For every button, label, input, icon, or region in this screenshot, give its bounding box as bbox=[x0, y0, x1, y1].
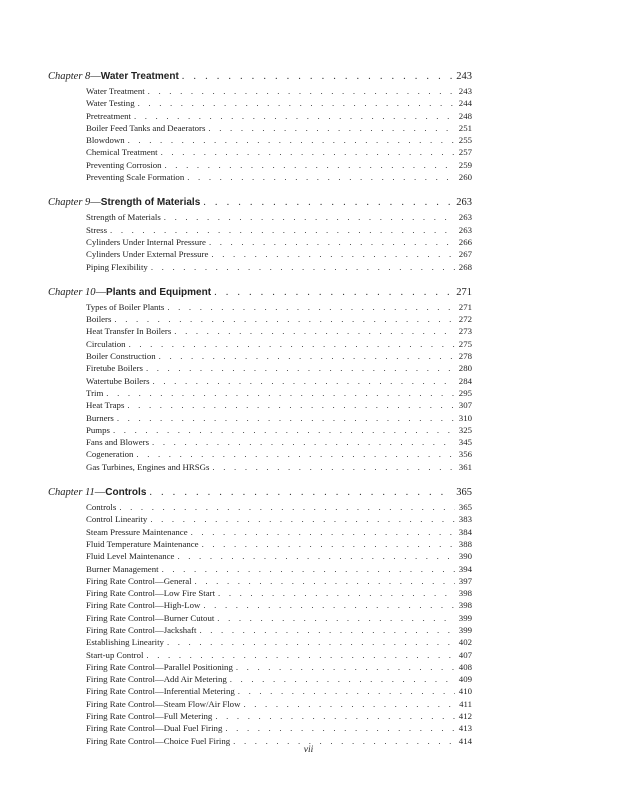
chapter-heading[interactable] bbox=[48, 286, 472, 300]
dot-leader bbox=[148, 85, 455, 97]
dot-leader bbox=[211, 248, 455, 260]
dot-leader bbox=[159, 350, 455, 362]
toc-entry[interactable] bbox=[48, 526, 472, 538]
toc-entry-title: Preventing Scale Formation bbox=[86, 172, 185, 183]
toc-entry-page-number: 361 bbox=[458, 461, 472, 472]
toc-entry-page-number: 356 bbox=[458, 449, 472, 460]
toc-entry-title: Firing Rate Control—High-Low bbox=[86, 600, 201, 611]
toc-entry-page-number: 295 bbox=[458, 387, 472, 398]
toc-entry-page-number: 345 bbox=[458, 437, 472, 448]
toc-entry-title: Boiler Construction bbox=[86, 351, 156, 362]
toc-entry[interactable] bbox=[48, 325, 472, 337]
dot-leader bbox=[165, 159, 456, 171]
toc-entry-title: Firing Rate Control—Add Air Metering bbox=[86, 674, 227, 685]
toc-entry[interactable] bbox=[48, 599, 472, 611]
toc-entry-page-number: 410 bbox=[458, 686, 472, 697]
toc-entry-title: Firing Rate Control—Inferential Metering bbox=[86, 686, 235, 697]
toc-entry-page-number: 412 bbox=[458, 711, 472, 722]
toc-entry-title: Burners bbox=[86, 412, 114, 423]
toc-entry-title: Firing Rate Control—Burner Cutout bbox=[86, 612, 215, 623]
chapter-block bbox=[48, 70, 472, 183]
toc-entry-page-number: 325 bbox=[458, 424, 472, 435]
dot-leader bbox=[218, 587, 455, 599]
toc-entry-page-number: 399 bbox=[458, 624, 472, 635]
chapter-separator: — bbox=[94, 487, 106, 499]
toc-entry-title: Boilers bbox=[86, 314, 112, 325]
toc-entry[interactable] bbox=[48, 399, 472, 411]
chapter-page-number: 263 bbox=[456, 197, 472, 209]
toc-entry-title: Controls bbox=[86, 502, 117, 513]
dot-leader bbox=[182, 70, 453, 84]
toc-entry-title: Boiler Feed Tanks and Deaerators bbox=[86, 122, 206, 133]
toc-entry-title: Watertube Boilers bbox=[86, 375, 150, 386]
toc-entry-page-number: 266 bbox=[458, 236, 472, 247]
toc-entry-title: Firing Rate Control—General bbox=[86, 575, 192, 586]
toc-entry-page-number: 263 bbox=[458, 224, 472, 235]
toc-entry-title: Heat Transfer In Boilers bbox=[86, 326, 172, 337]
chapter-title: Strength of Materials bbox=[100, 197, 201, 209]
dot-leader bbox=[225, 722, 455, 734]
chapter-heading[interactable] bbox=[48, 70, 472, 84]
toc-entry[interactable] bbox=[48, 538, 472, 550]
toc-entry[interactable] bbox=[48, 350, 472, 362]
toc-entry[interactable] bbox=[48, 97, 472, 109]
chapter-number: Chapter 11 bbox=[48, 487, 95, 499]
chapter-heading[interactable] bbox=[48, 486, 472, 500]
dot-leader bbox=[187, 171, 455, 183]
dot-leader bbox=[146, 362, 455, 374]
toc-entry[interactable] bbox=[48, 698, 472, 710]
dot-leader bbox=[114, 313, 455, 325]
toc-entry-page-number: 408 bbox=[458, 661, 472, 672]
toc-entry[interactable] bbox=[48, 550, 472, 562]
toc-entry-page-number: 259 bbox=[458, 159, 472, 170]
dot-leader bbox=[150, 513, 455, 525]
toc-entry[interactable] bbox=[48, 424, 472, 436]
toc-entry[interactable] bbox=[48, 575, 472, 587]
toc-entry-title: Firetube Boilers bbox=[86, 363, 143, 374]
toc-entry-page-number: 398 bbox=[458, 600, 472, 611]
toc-entry[interactable] bbox=[48, 661, 472, 673]
toc-entry-page-number: 278 bbox=[458, 351, 472, 362]
toc-entry-title: Trim bbox=[86, 387, 104, 398]
toc-entry-page-number: 243 bbox=[458, 86, 472, 96]
chapter-separator: — bbox=[90, 71, 101, 82]
toc-entry-title: Heat Traps bbox=[86, 400, 125, 411]
toc-entry[interactable] bbox=[48, 301, 472, 313]
toc-entry[interactable] bbox=[48, 710, 472, 722]
dot-leader bbox=[215, 710, 455, 722]
toc-entry-title: Fluid Level Maintenance bbox=[86, 551, 175, 562]
toc-entry-title: Firing Rate Control—Choice Fuel Firing bbox=[86, 735, 231, 746]
dot-leader bbox=[217, 612, 455, 624]
toc-entry-title: Gas Turbines, Engines and HRSGs bbox=[86, 461, 210, 472]
toc-entry[interactable] bbox=[48, 722, 472, 734]
dot-leader bbox=[167, 636, 455, 648]
toc-entry-title: Firing Rate Control—Full Metering bbox=[86, 711, 213, 722]
toc-entry[interactable] bbox=[48, 338, 472, 350]
dot-leader bbox=[153, 375, 455, 387]
toc-entry[interactable] bbox=[48, 134, 472, 146]
toc-entry-title: Firing Rate Control—Parallel Positioning bbox=[86, 661, 233, 672]
chapter-block bbox=[48, 286, 472, 473]
dot-leader bbox=[230, 673, 455, 685]
toc-entry[interactable] bbox=[48, 685, 472, 697]
toc-entry-title: Firing Rate Control—Jackshaft bbox=[86, 624, 197, 635]
toc-entry-page-number: 365 bbox=[458, 502, 472, 513]
dot-leader bbox=[212, 461, 455, 473]
toc-entry[interactable] bbox=[48, 563, 472, 575]
toc-entry-title: Steam Pressure Maintenance bbox=[86, 526, 188, 537]
toc-entry-title: Blowdown bbox=[86, 135, 125, 146]
toc-entry-title: Types of Boiler Plants bbox=[86, 301, 165, 312]
toc-entry-page-number: 244 bbox=[458, 98, 472, 109]
toc-entry[interactable] bbox=[48, 146, 472, 158]
dot-leader bbox=[151, 261, 455, 273]
dot-leader bbox=[138, 97, 455, 109]
toc-entry[interactable] bbox=[48, 448, 472, 460]
toc-entry[interactable] bbox=[48, 85, 472, 97]
toc-entry-page-number: 275 bbox=[458, 338, 472, 349]
dot-leader bbox=[119, 501, 455, 513]
chapter-title: Water Treatment bbox=[100, 71, 179, 82]
toc-entry-page-number: 402 bbox=[458, 637, 472, 648]
toc-entry-title: Burner Management bbox=[86, 563, 159, 574]
toc-entry-title: Control Linearity bbox=[86, 514, 148, 525]
toc-entry-title: Establishing Linearity bbox=[86, 637, 164, 648]
dot-leader bbox=[177, 550, 455, 562]
dot-leader bbox=[203, 599, 455, 611]
toc-entry[interactable] bbox=[48, 624, 472, 636]
dot-leader bbox=[136, 448, 455, 460]
toc-entry-page-number: 388 bbox=[458, 538, 472, 549]
dot-leader bbox=[202, 538, 455, 550]
toc-entry-title: Cylinders Under Internal Pressure bbox=[86, 236, 206, 247]
dot-leader bbox=[161, 146, 455, 158]
chapter-title: Controls bbox=[105, 487, 147, 499]
toc-entry-title: Firing Rate Control—Steam Flow/Air Flow bbox=[86, 698, 241, 709]
toc-entry[interactable] bbox=[48, 236, 472, 248]
dot-leader bbox=[164, 211, 455, 223]
toc-entry[interactable] bbox=[48, 159, 472, 171]
toc-entry-title: Water Treatment bbox=[86, 86, 145, 96]
toc-entry-page-number: 407 bbox=[458, 649, 472, 660]
dot-leader bbox=[199, 624, 455, 636]
page-number-footer: vii bbox=[303, 745, 314, 755]
toc-entry-title: Piping Flexibility bbox=[86, 261, 148, 272]
chapter-number: Chapter 9 bbox=[48, 197, 91, 209]
toc-entry-title: Stress bbox=[86, 224, 108, 235]
toc-entry-page-number: 413 bbox=[458, 723, 472, 734]
dot-leader bbox=[209, 236, 455, 248]
toc-entry-page-number: 273 bbox=[458, 326, 472, 337]
toc-entry-page-number: 414 bbox=[458, 735, 472, 746]
toc-entry-page-number: 272 bbox=[458, 314, 472, 325]
toc-entry-page-number: 280 bbox=[458, 363, 472, 374]
toc-entry-title: Firing Rate Control—Dual Fuel Firing bbox=[86, 723, 223, 734]
toc-entry[interactable] bbox=[48, 110, 472, 122]
toc-entry-page-number: 307 bbox=[458, 400, 472, 411]
toc-entry-page-number: 263 bbox=[458, 212, 472, 223]
chapter-block bbox=[48, 196, 472, 272]
toc-entry-page-number: 251 bbox=[458, 122, 472, 133]
toc-entry-page-number: 248 bbox=[458, 110, 472, 121]
toc-entry[interactable] bbox=[48, 261, 472, 273]
toc-entry-title: Fluid Temperature Maintenance bbox=[86, 538, 199, 549]
toc-entry[interactable] bbox=[48, 412, 472, 424]
toc-entry-page-number: 384 bbox=[458, 526, 472, 537]
chapter-separator: — bbox=[95, 286, 107, 298]
dot-leader bbox=[113, 424, 455, 436]
toc-entry-page-number: 383 bbox=[458, 514, 472, 525]
toc-entry-title: Preventing Corrosion bbox=[86, 159, 162, 170]
dot-leader bbox=[236, 661, 455, 673]
toc-entry-title: Water Testing bbox=[86, 98, 135, 109]
toc-entry[interactable] bbox=[48, 436, 472, 448]
toc-entry-page-number: 398 bbox=[458, 588, 472, 599]
dot-leader bbox=[134, 110, 455, 122]
toc-entry-page-number: 267 bbox=[458, 249, 472, 260]
toc-entry[interactable] bbox=[48, 461, 472, 473]
dot-leader bbox=[214, 286, 453, 300]
toc-entry[interactable] bbox=[48, 387, 472, 399]
toc-entry-page-number: 284 bbox=[458, 375, 472, 386]
chapter-number: Chapter 8 bbox=[48, 71, 91, 82]
toc-entry[interactable] bbox=[48, 636, 472, 648]
toc-entry[interactable] bbox=[48, 211, 472, 223]
toc-entry-page-number: 257 bbox=[458, 147, 472, 158]
dot-leader bbox=[203, 196, 453, 210]
toc-entry[interactable] bbox=[48, 224, 472, 236]
chapter-page-number: 271 bbox=[456, 286, 472, 298]
toc-entry[interactable] bbox=[48, 122, 472, 134]
toc-entry-title: Chemical Treatment bbox=[86, 147, 158, 158]
toc-entry-page-number: 390 bbox=[458, 551, 472, 562]
toc-entry[interactable] bbox=[48, 673, 472, 685]
toc-entry[interactable] bbox=[48, 513, 472, 525]
chapter-separator: — bbox=[90, 197, 101, 209]
toc-entry-page-number: 411 bbox=[459, 698, 472, 709]
toc-entry-page-number: 310 bbox=[458, 412, 472, 423]
dot-leader bbox=[243, 698, 455, 710]
toc-entry[interactable] bbox=[48, 375, 472, 387]
chapter-heading[interactable] bbox=[48, 196, 472, 210]
dot-leader bbox=[117, 412, 455, 424]
dot-leader bbox=[146, 649, 455, 661]
chapter-block bbox=[48, 486, 472, 747]
toc-entry[interactable] bbox=[48, 501, 472, 513]
chapter-number: Chapter 10 bbox=[48, 286, 96, 298]
chapter-page-number: 365 bbox=[456, 487, 472, 499]
dot-leader bbox=[208, 122, 455, 134]
toc-entry[interactable] bbox=[48, 171, 472, 183]
dot-leader bbox=[110, 224, 455, 236]
toc-entry-title: Cylinders Under External Pressure bbox=[86, 249, 209, 260]
toc-entry-page-number: 268 bbox=[458, 261, 472, 272]
dot-leader bbox=[106, 387, 455, 399]
dot-leader bbox=[149, 486, 453, 500]
toc-entry-page-number: 409 bbox=[458, 674, 472, 685]
toc-entry-title: Fans and Blowers bbox=[86, 437, 150, 448]
dot-leader bbox=[128, 134, 455, 146]
dot-leader bbox=[162, 563, 455, 575]
toc-entry-page-number: 271 bbox=[458, 301, 472, 312]
toc-entry-page-number: 394 bbox=[458, 563, 472, 574]
toc-entry-page-number: 399 bbox=[458, 612, 472, 623]
dot-leader bbox=[129, 338, 455, 350]
toc-entry-title: Pumps bbox=[86, 424, 110, 435]
toc-entry[interactable] bbox=[48, 587, 472, 599]
dot-leader bbox=[152, 436, 455, 448]
toc-entry-title: Start-up Control bbox=[86, 649, 144, 660]
dot-leader bbox=[238, 685, 455, 697]
chapter-page-number: 243 bbox=[456, 71, 472, 82]
toc-entry-page-number: 260 bbox=[458, 172, 472, 183]
dot-leader bbox=[127, 399, 455, 411]
toc-entry[interactable] bbox=[48, 313, 472, 325]
toc-entry-title: Circulation bbox=[86, 338, 126, 349]
toc-entry[interactable] bbox=[48, 248, 472, 260]
toc-entry[interactable] bbox=[48, 612, 472, 624]
toc-entry-page-number: 255 bbox=[458, 135, 472, 146]
toc-entry-page-number: 397 bbox=[458, 575, 472, 586]
dot-leader bbox=[195, 575, 455, 587]
chapter-title: Plants and Equipment bbox=[106, 286, 212, 298]
toc-entry-title: Cogeneration bbox=[86, 449, 134, 460]
dot-leader bbox=[167, 301, 455, 313]
toc-entry-title: Firing Rate Control—Low Fire Start bbox=[86, 588, 216, 599]
toc-entry[interactable] bbox=[48, 362, 472, 374]
dot-leader bbox=[174, 325, 455, 337]
table-of-contents bbox=[48, 70, 472, 760]
dot-leader bbox=[191, 526, 455, 538]
toc-entry[interactable] bbox=[48, 649, 472, 661]
toc-entry-title: Strength of Materials bbox=[86, 212, 161, 223]
toc-entry-title: Pretreatment bbox=[86, 110, 131, 121]
